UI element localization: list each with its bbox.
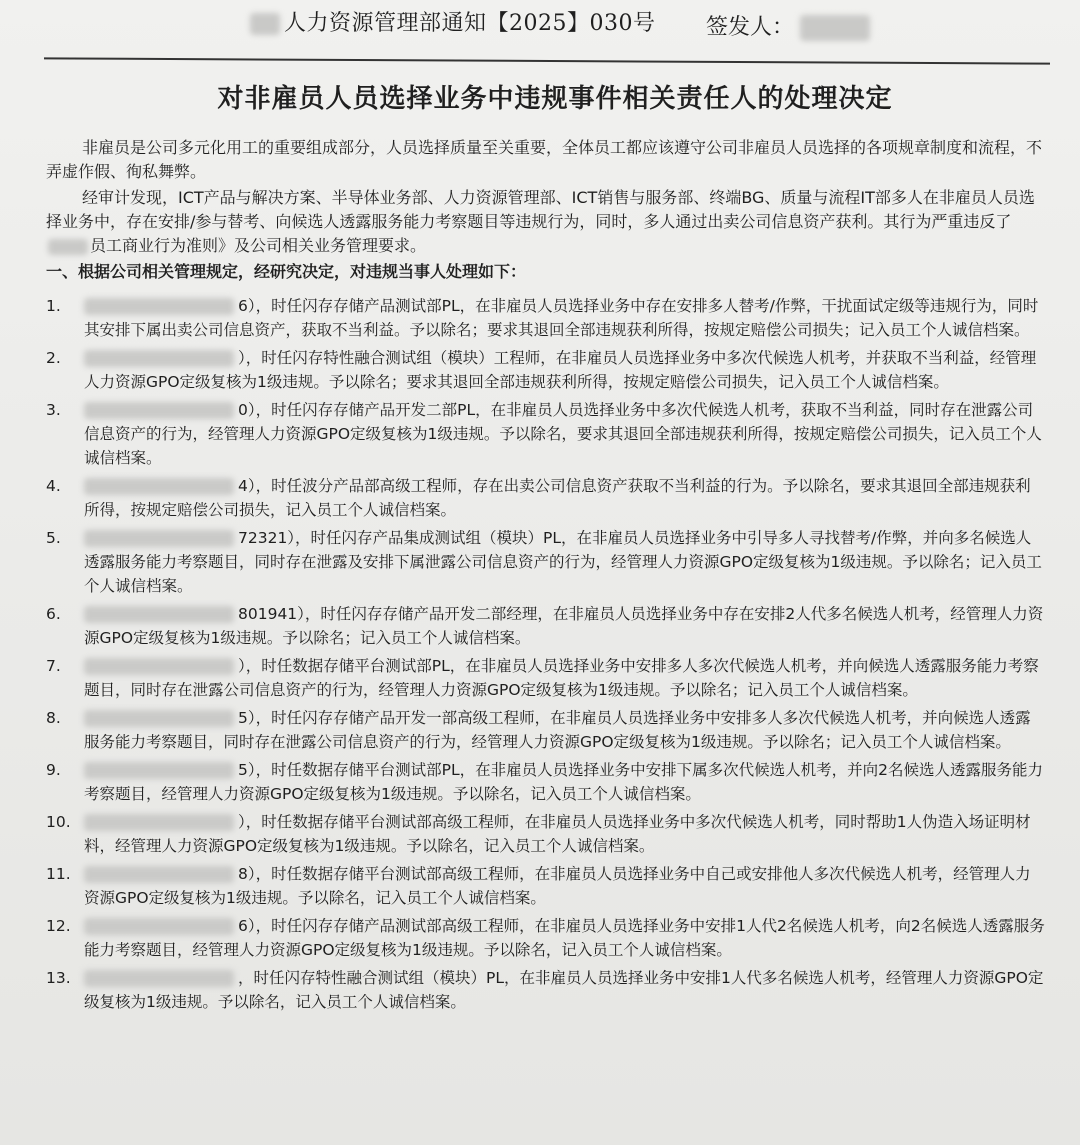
item-text: ），时任闪存特性融合测试组（模块）工程师，在非雇员人员选择业务中多次代候选人机考，并获取不当利益，经管理人力资源GPO定级复核为1级违规。予以除名；要求其退回全部违规获利所得，按规定赔偿公司损失，记入员工个人诚信档案。 — [84, 349, 1037, 391]
list-item — [46, 526, 1046, 598]
page-title: 对非雇员人员选择业务中违规事件相关责任人的处理决定 — [217, 84, 893, 114]
redacted-person-name — [84, 762, 234, 779]
document-header — [0, 0, 1080, 60]
redacted-person-name — [84, 298, 234, 315]
doc-number — [250, 6, 655, 37]
item-number: 1. — [46, 297, 61, 315]
list-item — [46, 474, 1046, 522]
list-item — [46, 654, 1046, 702]
list-item — [46, 294, 1046, 342]
list-item — [46, 706, 1046, 754]
item-text: 5），时任数据存储平台测试部PL，在非雇员人员选择业务中安排下属多次代候选人机考，并向2名候选人透露服务能力考察题目，经管理人力资源GPO定级复核为1级违规。予以除名，记入员工个人诚信档案。 — [84, 761, 1043, 803]
intro-paragraph-2-tail: 员工商业行为准则》及公司相关业务管理要求。 — [90, 236, 427, 255]
item-text: 0），时任闪存存储产品开发二部PL，在非雇员人员选择业务中多次代候选人机考，获取不当利益，同时存在泄露公司信息资产的行为，经管理人力资源GPO定级复核为1级违规。予以除名，要求其退回全部违规获利所得，按规定赔偿公司损失，记入员工个人诚信档案。 — [84, 401, 1042, 467]
redacted-person-name — [84, 970, 234, 987]
doc-number-text: 人力资源管理部通知【2025】030号 — [284, 11, 656, 36]
intro-paragraph-2-text: 经审计发现，ICT产品与解决方案、半导体业务部、人力资源管理部、ICT销售与服务部、终端BG、质量与流程IT部多人在非雇员人员选择业务中，存在安排/参与替考、向候选人透露服务能力考察题目等违规行为，同时，多人通过出卖公司信息资产获利。其行为严重违反了 — [46, 188, 1035, 231]
document-body — [46, 136, 1046, 1018]
item-number: 7. — [46, 657, 61, 675]
decision-list — [46, 294, 1046, 1014]
signer — [706, 10, 870, 41]
item-number: 6. — [46, 605, 61, 623]
item-text: 801941），时任闪存存储产品开发二部经理，在非雇员人员选择业务中存在安排2人代多名候选人机考，经管理人力资源GPO定级复核为1级违规。予以除名；记入员工个人诚信档案。 — [84, 605, 1044, 647]
signer-label: 签发人： — [706, 15, 795, 40]
item-number: 5. — [46, 529, 61, 547]
item-number: 4. — [46, 477, 61, 495]
intro-paragraph-2 — [46, 186, 1046, 258]
item-text: 8），时任数据存储平台测试部高级工程师，在非雇员人员选择业务中自己或安排他人多次代候选人机考，经管理人力资源GPO定级复核为1级违规。予以除名，记入员工个人诚信档案。 — [84, 865, 1031, 907]
list-item — [46, 914, 1046, 962]
redacted-person-name — [84, 350, 234, 367]
item-number: 12. — [46, 917, 71, 935]
item-number: 9. — [46, 761, 61, 779]
list-item — [46, 810, 1046, 858]
redacted-person-name — [84, 918, 234, 935]
list-item — [46, 758, 1046, 806]
list-item — [46, 346, 1046, 394]
redacted-person-name — [84, 814, 234, 831]
redacted-person-name — [84, 402, 234, 419]
section-heading: 一、根据公司相关管理规定，经研究决定，对违规当事人处理如下： — [46, 262, 527, 281]
redacted-person-name — [84, 478, 234, 495]
item-text: 72321），时任闪存产品集成测试组（模块）PL，在非雇员人员选择业务中引导多人寻找替考/作弊，并向多名候选人透露服务能力考察题目，同时存在泄露及安排下属泄露公司信息资产的行为，经管理人力资源GPO定级复核为1级违规。予以除名；记入员工个人诚信档案。 — [84, 529, 1042, 595]
redacted-person-name — [84, 606, 234, 623]
item-text: 6），时任闪存存储产品测试部高级工程师，在非雇员人员选择业务中安排1人代2名候选人机考，向2名候选人透露服务能力考察题目，经管理人力资源GPO定级复核为1级违规。予以除名，记入员工个人诚信档案。 — [84, 917, 1045, 959]
item-text: ），时任数据存储平台测试部PL，在非雇员人员选择业务中安排多人多次代候选人机考，并向候选人透露服务能力考察题目，同时存在泄露公司信息资产的行为，经管理人力资源GPO定级复核为1级违规。予以除名；记入员工个人诚信档案。 — [84, 657, 1039, 699]
redacted-person-name — [84, 866, 234, 883]
item-number: 3. — [46, 401, 61, 419]
item-number: 8. — [46, 709, 61, 727]
item-number: 11. — [46, 865, 71, 883]
redacted-person-name — [84, 530, 234, 547]
item-number: 2. — [46, 349, 61, 367]
list-item — [46, 862, 1046, 910]
item-text: 6），时任闪存存储产品测试部PL，在非雇员人员选择业务中存在安排多人替考/作弊，干扰面试定级等违规行为，同时其安排下属出卖公司信息资产，获取不当利益。予以除名；要求其退回全部违规获利所得，按规定赔偿公司损失；记入员工个人诚信档案。 — [84, 297, 1039, 339]
list-item — [46, 398, 1046, 470]
item-text: ），时任数据存储平台测试部高级工程师，在非雇员人员选择业务中多次代候选人机考，同时帮助1人伪造入场证明材料，经管理人力资源GPO定级复核为1级违规。予以除名，记入员工个人诚信档案。 — [84, 813, 1031, 855]
redacted-company-name — [48, 239, 88, 255]
item-number: 13. — [46, 969, 71, 987]
list-item — [46, 966, 1046, 1014]
redacted-company-name — [250, 13, 280, 35]
item-text: 5），时任闪存存储产品开发一部高级工程师，在非雇员人员选择业务中安排多人多次代候选人机考，并向候选人透露服务能力考察题目，同时存在泄露公司信息资产的行为，经管理人力资源GPO定级复核为1级违规。予以除名；记入员工个人诚信档案。 — [84, 709, 1031, 751]
redacted-signer-name — [800, 15, 870, 41]
item-text: ，时任闪存特性融合测试组（模块）PL，在非雇员人员选择业务中安排1人代多名候选人机考，经管理人力资源GPO定级复核为1级违规。予以除名，记入员工个人诚信档案。 — [84, 969, 1044, 1011]
item-text: 4），时任波分产品部高级工程师，存在出卖公司信息资产获取不当利益的行为。予以除名，要求其退回全部违规获利所得，按规定赔偿公司损失，记入员工个人诚信档案。 — [84, 477, 1031, 519]
intro-paragraph-1: 非雇员是公司多元化用工的重要组成部分，人员选择质量至关重要，全体员工都应该遵守公司非雇员人员选择的各项规章制度和流程，不弄虚作假、徇私舞弊。 — [46, 138, 1043, 181]
redacted-person-name — [84, 710, 234, 727]
list-item — [46, 602, 1046, 650]
redacted-person-name — [84, 658, 234, 675]
item-number: 10. — [46, 813, 71, 831]
